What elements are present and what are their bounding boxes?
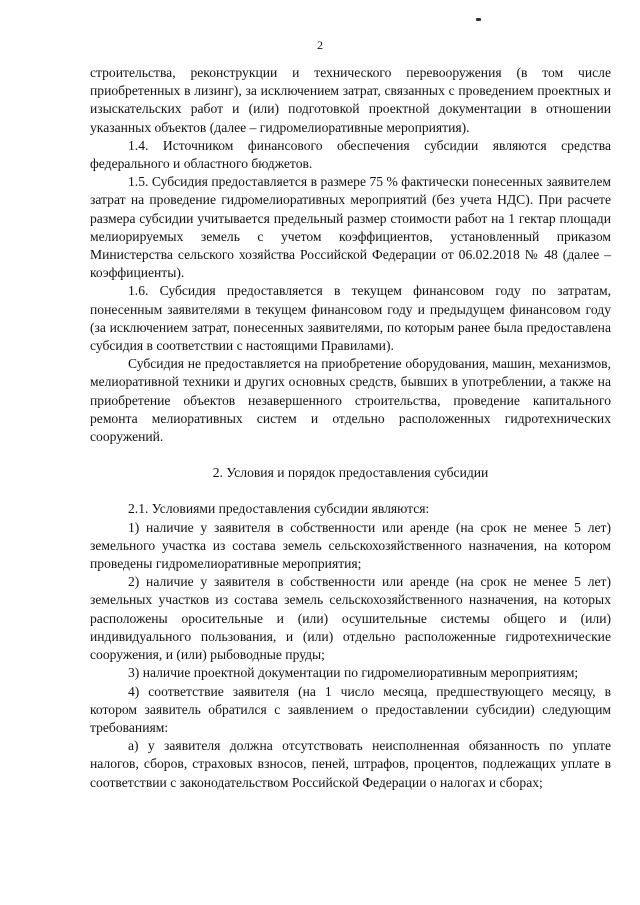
paragraph-2-1: 2.1. Условиями предоставления субсидии являются: — [128, 501, 430, 517]
list-subitem-a: а) у заявителя должна отсутствовать неисполненная обязанность по уплате налогов, сборов, страховых взносов, пеней, штрафов, процентов, подлежащих уплате в соответствии с законодательством Российской Федерации о налогах и сборах; — [90, 738, 611, 790]
document-body — [90, 64, 611, 792]
list-item-1: 1) наличие у заявителя в собственности или аренде (на срок не менее 5 лет) земельного участка из состава земель сельскохозяйственного назначения, на котором проведены гидромелиоративные мероприятия; — [90, 519, 611, 572]
scan-mark — [476, 18, 481, 21]
paragraph-exclusions: Субсидия не предоставляется на приобретение оборудования, машин, механизмов, мелиоративной техники и других основных средств, бывших в употреблении, а также на приобретение объектов незавершенного строительства, проведение капитального ремонта мелиоративных систем и отдельно расположенных гидротехнических сооружений. — [90, 356, 611, 445]
list-item-4: 4) соответствие заявителя (на 1 число месяца, предшествующего месяцу, в котором заявитель обратился с заявлением о предоставлении субсидии) следующим требованиям: — [90, 683, 611, 735]
list-item-2: 2) наличие у заявителя в собственности или аренде (на срок не менее 5 лет) земельных участков из состава земель сельскохозяйственного назначения, на которых расположены оросительные и (или) осушительные системы общего и (или) индивидуального пользования, и (или) отдельно расположенные гидротехнические сооружения, и (или) рыбоводные пруды; — [90, 574, 611, 663]
section-heading: 2. Условия и порядок предоставления субсидии — [212, 465, 489, 481]
paragraph-1-4: 1.4. Источником финансового обеспечения субсидии являются средства федерального и областного бюджетов. — [90, 137, 611, 172]
paragraph-1-6: 1.6. Субсидия предоставляется в текущем финансовом году по затратам, понесенным заявителями в текущем финансовом году и предыдущем финансовом году (за исключением затрат, понесенных заявителями, по которым ранее была предоставлена субсидия в соответствии с настоящими Правилами). — [90, 283, 611, 354]
list-item-3: 3) наличие проектной документации по гидромелиоративным мероприятиям; — [128, 665, 579, 681]
paragraph-continued: строительства, реконструкции и технического перевооружения (в том числе приобретенных в лизинг), за исключением затрат, связанных с проведением проектных и изыскательских работ и (или) подготовкой проектной документации в отношении указанных объектов (далее – гидромелиоративные мероприятия). — [90, 65, 611, 135]
page-number: 2 — [317, 38, 323, 52]
paragraph-1-5: 1.5. Субсидия предоставляется в размере 75 % фактически понесенных заявителем затрат на проведение гидромелиоративных мероприятий (без учета НДС). При расчете размера субсидии учитывается предельный размер стоимости работ на 1 гектар площади мелиорируемых земель с учетом коэффициентов, установленный приказом Министерства сельского хозяйства Российской Федерации от 06.02.2018 № 48 (далее – коэффициенты). — [90, 174, 611, 281]
